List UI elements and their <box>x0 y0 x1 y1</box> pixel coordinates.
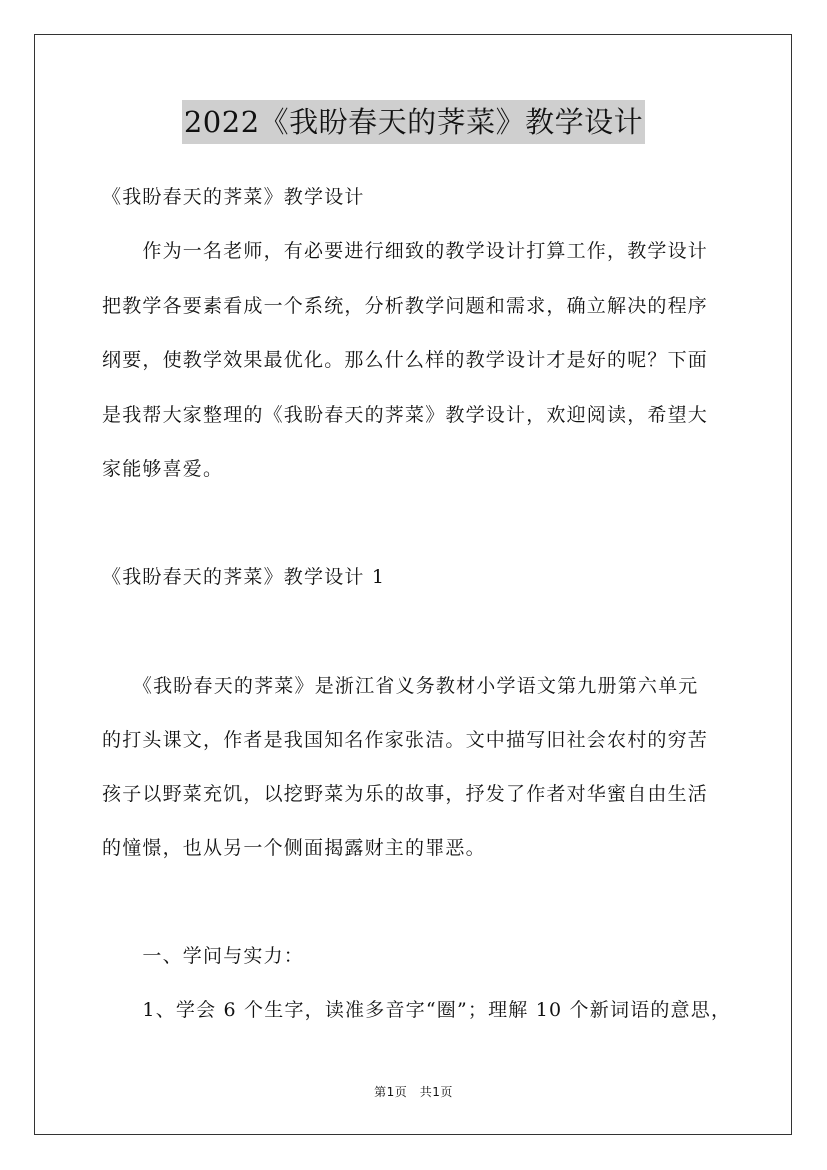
document-title <box>0 100 827 144</box>
section-heading: 《我盼春天的荠菜》教学设计 1 <box>102 566 386 588</box>
list-item: 1、学会 6 个生字，读准多音字“圈”；理解 10 个新词语的意思， <box>102 999 732 1021</box>
page-number-footer: 第1页 共1页 <box>374 1085 453 1099</box>
paragraph-line: 的打头课文，作者是我国知名作家张洁。文中描写旧社会农村的穷苦 <box>102 729 709 751</box>
paragraph-line: 的憧憬，也从另一个侧面揭露财主的罪恶。 <box>102 837 486 859</box>
list-heading: 一、学问与实力： <box>102 945 305 967</box>
paragraph-line: 《我盼春天的荠菜》是浙江省义务教材小学语文第九册第六单元 <box>102 675 699 697</box>
document-title-text: 2022《我盼春天的荠菜》教学设计 <box>182 100 645 144</box>
paragraph-line: 是我帮大家整理的《我盼春天的荠菜》教学设计，欢迎阅读，希望大 <box>102 404 709 426</box>
paragraph-line: 孩子以野菜充饥，以挖野菜为乐的故事，抒发了作者对华蜜自由生活 <box>102 783 709 805</box>
paragraph-line: 把教学各要素看成一个系统，分析教学问题和需求，确立解决的程序 <box>102 295 709 317</box>
paragraph-line: 纲要，使教学效果最优化。那么什么样的教学设计才是好的呢？下面 <box>102 349 709 371</box>
subtitle-line: 《我盼春天的荠菜》教学设计 <box>102 186 365 208</box>
paragraph-line: 作为一名老师，有必要进行细致的教学设计打算工作，教学设计 <box>102 240 709 262</box>
paragraph-line: 家能够喜爱。 <box>102 458 224 480</box>
